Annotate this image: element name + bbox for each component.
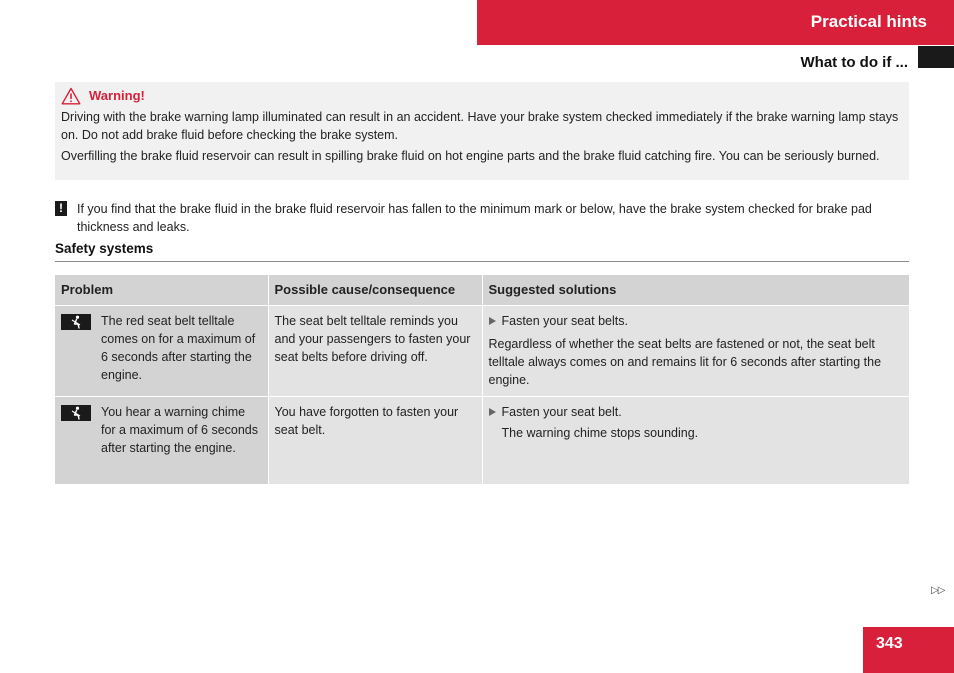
- problem-cell: [55, 397, 268, 484]
- column-header-problem: Problem: [55, 275, 268, 306]
- problem-text: The red seat belt telltale comes on for a maximum of 6 seconds after starting the engine.: [101, 314, 256, 382]
- seat-belt-icon: [61, 314, 91, 330]
- note-text: If you find that the brake fluid in the brake fluid reservoir has fallen to the minimum mark or below, have the brake system checked for brake pad thickness and leaks.: [77, 202, 872, 234]
- safety-systems-heading: Safety systems: [55, 241, 909, 262]
- column-header-solutions: Suggested solutions: [482, 275, 909, 306]
- warning-heading: [61, 86, 903, 106]
- chapter-tab-marker: [918, 46, 954, 68]
- problem-text: You hear a warning chime for a maximum of 6 seconds after starting the engine.: [101, 405, 259, 455]
- solution-cell: [482, 306, 909, 397]
- bullet-arrow-icon: [489, 408, 497, 416]
- bullet-arrow-icon: [489, 317, 497, 325]
- page-number-box: [863, 627, 954, 673]
- warning-title: Warning!: [89, 88, 145, 103]
- seat-belt-icon: [61, 405, 91, 421]
- problem-cell: [55, 306, 268, 397]
- table-row: [55, 306, 909, 397]
- solution-step: Fasten your seat belt.: [501, 405, 622, 419]
- warning-box: [55, 82, 909, 180]
- column-header-cause: Possible cause/consequence: [268, 275, 482, 306]
- solution-note: Regardless of whether the seat belts are fastened or not, the seat belt telltale always comes on and remains lit for 6 seconds after starting the engine.: [488, 337, 882, 387]
- section-header: [477, 0, 954, 45]
- warning-paragraph-1: Driving with the brake warning lamp illuminated can result in an accident. Have your brake system checked immediately if the brake warning lamp stays on. Do not add brake fluid before checking the brake system.: [61, 110, 899, 142]
- warning-triangle-icon: [61, 87, 81, 105]
- page-number: 343: [876, 635, 903, 652]
- solution-cell: [482, 397, 909, 484]
- solution-note: The warning chime stops sounding.: [501, 426, 699, 440]
- note-block: [55, 200, 909, 236]
- safety-systems-table: [55, 275, 909, 484]
- subsection-title: What to do if ...: [800, 54, 908, 71]
- solution-step: Fasten your seat belts.: [501, 314, 628, 328]
- table-row: [55, 397, 909, 484]
- warning-paragraph-2: Overfilling the brake fluid reservoir can result in spilling brake fluid on hot engine parts and the brake fluid catching fire. You can be seriously burned.: [61, 149, 880, 163]
- cause-cell: You have forgotten to fasten your seat belt.: [268, 397, 482, 484]
- continued-arrow-icon: ▷▷: [931, 585, 945, 596]
- section-title-text: Practical hints: [810, 12, 927, 31]
- cause-cell: The seat belt telltale reminds you and your passengers to fasten your seat belts before driving off.: [268, 306, 482, 397]
- exclamation-icon: !: [55, 201, 67, 216]
- table-header-row: [55, 275, 909, 306]
